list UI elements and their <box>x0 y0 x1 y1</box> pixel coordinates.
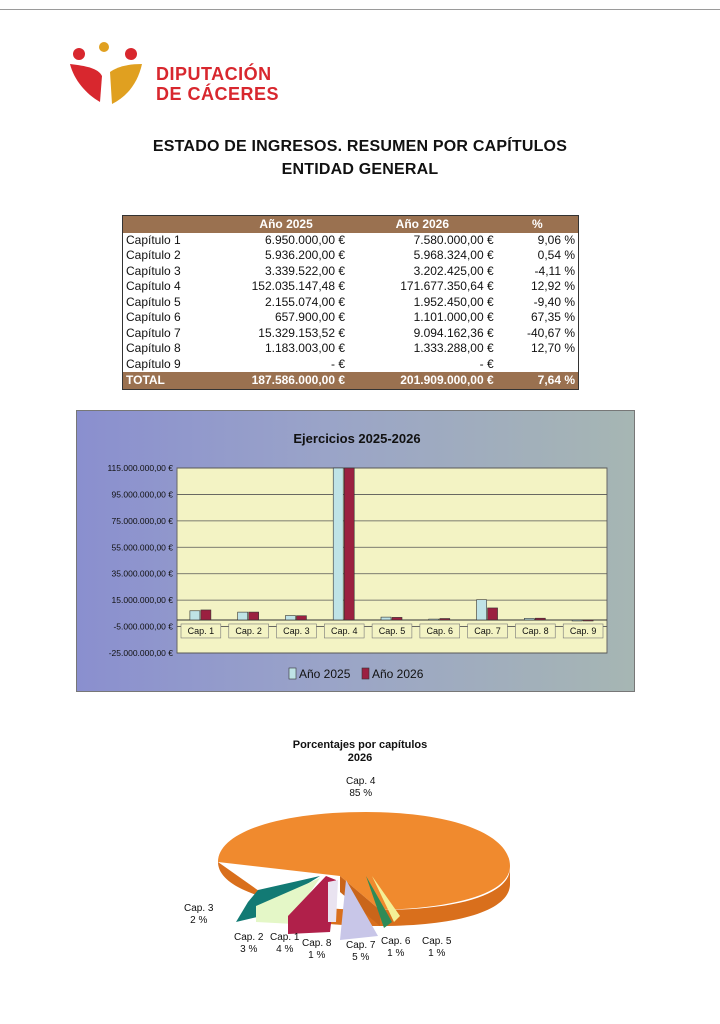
bar <box>572 620 582 621</box>
pie-label-name: Cap. 1 <box>270 932 300 943</box>
org-name-line1: DIPUTACIÓN <box>156 64 272 84</box>
pie-label-name: Cap. 3 <box>184 903 214 914</box>
cell: 1.183.003,00 € <box>264 341 346 356</box>
pie-chart <box>170 772 530 972</box>
cell: 3.202.425,00 € <box>413 263 494 278</box>
table-row <box>123 279 579 295</box>
cell: - € <box>331 356 346 371</box>
table-header-row <box>123 216 579 233</box>
bar <box>296 616 306 620</box>
x-tick-label: Cap. 1 <box>187 625 215 636</box>
cell: 152.035.147,48 € <box>251 279 346 294</box>
table-row <box>123 310 579 326</box>
page-subtitle: ENTIDAD GENERAL <box>281 161 439 178</box>
y-tick-label: 15.000.000,00 € <box>111 595 173 606</box>
bar <box>201 610 211 620</box>
x-tick-label: Cap. 7 <box>474 625 501 636</box>
cell: Capítulo 8 <box>126 341 181 356</box>
legend-swatch <box>289 668 296 679</box>
cell: 171.677.350,64 € <box>400 279 494 294</box>
cell: 3.339.522,00 € <box>264 263 346 278</box>
x-tick-label: Cap. 9 <box>569 625 597 636</box>
cell: -40,67 % <box>526 325 575 340</box>
page-title: ESTADO DE INGRESOS. RESUMEN POR CAPÍTULOS <box>152 138 568 155</box>
x-tick-label: Cap. 3 <box>283 625 310 636</box>
cell: 1.333.288,00 € <box>413 341 494 356</box>
y-tick-label: 75.000.000,00 € <box>111 515 173 526</box>
cell: 5.936.200,00 € <box>264 248 346 263</box>
cell: Capítulo 5 <box>126 294 181 309</box>
table-total-row <box>123 372 579 389</box>
header-cell: Año 2026 <box>348 216 497 233</box>
y-tick-label: -5.000.000,00 € <box>113 621 173 632</box>
y-tick-label: 55.000.000,00 € <box>111 542 173 553</box>
cell: -4,11 % <box>534 263 575 278</box>
total-cell: 187.586.000,00 € <box>224 372 348 389</box>
bar <box>249 612 259 620</box>
logo <box>66 42 306 112</box>
pie-label-pct: 5 % <box>352 952 370 963</box>
cell: Capítulo 3 <box>126 263 181 278</box>
table-row <box>123 264 579 280</box>
bar <box>392 617 402 620</box>
header-cell: % <box>497 216 579 233</box>
total-cell: 201.909.000,00 € <box>348 372 497 389</box>
cell: 12,92 % <box>530 279 575 294</box>
pie-label-cap4 <box>346 776 375 800</box>
bar <box>477 600 487 620</box>
bar <box>333 468 343 620</box>
bar-chart-svg <box>77 411 636 693</box>
cell: 6.950.000,00 € <box>264 232 346 247</box>
cell: Capítulo 9 <box>126 356 181 371</box>
cell: Capítulo 7 <box>126 325 181 340</box>
x-tick-label: Cap. 5 <box>378 625 406 636</box>
bar <box>381 617 391 620</box>
legend-swatch <box>362 668 369 679</box>
table-row <box>123 357 579 373</box>
legend-label: Año 2025 <box>299 667 351 681</box>
legend-label: Año 2026 <box>372 667 424 681</box>
pie-label-name: Cap. 8 <box>302 938 332 949</box>
header-cell <box>123 216 225 233</box>
cell: 15.329.153,52 € <box>258 325 346 340</box>
cell: 9.094.162,36 € <box>413 325 494 340</box>
cell: 12,70 % <box>530 341 575 356</box>
org-name <box>156 64 279 104</box>
bar-chart <box>76 410 635 692</box>
pie-label-pct: 85 % <box>349 788 373 799</box>
table-row <box>123 248 579 264</box>
pie-chart-subtitle: 2026 <box>347 752 373 764</box>
bar <box>344 468 354 620</box>
pie-label-cap7 <box>346 940 375 964</box>
x-tick-label: Cap. 8 <box>522 625 549 636</box>
org-name-line2: DE CÁCERES <box>156 84 280 104</box>
bar <box>285 616 295 620</box>
pie-label-name: Cap. 2 <box>234 932 264 943</box>
logo-mark-icon <box>66 42 151 112</box>
x-tick-label: Cap. 4 <box>330 625 358 636</box>
pie-label-pct: 1 % <box>387 948 405 959</box>
bar <box>190 611 200 620</box>
cell: Capítulo 6 <box>126 310 181 325</box>
bar <box>583 620 593 621</box>
x-tick-label: Cap. 2 <box>235 625 262 636</box>
pie-label-cap1 <box>270 932 299 956</box>
total-cell: 7,64 % <box>497 372 579 389</box>
cell: 5.968.324,00 € <box>413 248 494 263</box>
cell: Capítulo 1 <box>126 232 181 247</box>
bar <box>535 618 545 620</box>
pie-label-name: Cap. 5 <box>422 936 452 947</box>
pie-label-cap8 <box>302 938 331 962</box>
pie-label-name: Cap. 6 <box>381 936 411 947</box>
y-tick-label: -25.000.000,00 € <box>108 648 173 658</box>
pie-label-pct: 4 % <box>276 944 294 955</box>
top-rule <box>0 9 720 10</box>
table-row <box>123 295 579 311</box>
cell: 1.952.450,00 € <box>413 294 494 309</box>
total-cell: TOTAL <box>123 372 225 389</box>
cell: 0,54 % <box>537 248 575 263</box>
cell: 7.580.000,00 € <box>413 232 494 247</box>
pie-label-pct: 1 % <box>428 948 446 959</box>
y-tick-label: 95.000.000,00 € <box>111 489 173 500</box>
cell: 2.155.074,00 € <box>264 294 346 309</box>
cell: 67,35 % <box>530 310 575 325</box>
pie-label-pct: 3 % <box>240 944 258 955</box>
pie-label-cap5 <box>422 936 451 960</box>
table-row <box>123 233 579 249</box>
table-row <box>123 326 579 342</box>
cell: Capítulo 2 <box>126 248 181 263</box>
cell: 1.101.000,00 € <box>413 310 494 325</box>
chart-title: Ejercicios 2025-2026 <box>293 431 421 446</box>
pie-label-cap6 <box>381 936 410 960</box>
cell: -9,40 % <box>533 294 575 309</box>
summary-table <box>122 215 579 390</box>
bar <box>524 618 534 620</box>
pie-label-name: Cap. 4 <box>346 776 376 787</box>
bar <box>238 612 248 620</box>
pie-label-pct: 2 % <box>190 915 208 926</box>
pie-label-cap2 <box>234 932 263 956</box>
cell <box>497 357 579 373</box>
x-tick-label: Cap. 6 <box>426 625 454 636</box>
pie-chart-title: Porcentajes por capítulos <box>292 739 428 751</box>
pie-label-cap3 <box>184 903 213 927</box>
bar <box>440 619 450 620</box>
cell: - € <box>479 356 494 371</box>
cell: 657.900,00 € <box>274 310 346 325</box>
bar <box>488 608 498 620</box>
table-row <box>123 341 579 357</box>
pie-label-pct: 1 % <box>308 950 326 961</box>
bar <box>429 619 439 620</box>
cell: 9,06 % <box>537 232 575 247</box>
y-tick-label: 115.000.000,00 € <box>107 463 173 473</box>
header-cell: Año 2025 <box>224 216 348 233</box>
y-tick-label: 35.000.000,00 € <box>111 568 173 579</box>
pie-label-name: Cap. 7 <box>346 940 376 951</box>
cell: Capítulo 4 <box>126 279 181 294</box>
